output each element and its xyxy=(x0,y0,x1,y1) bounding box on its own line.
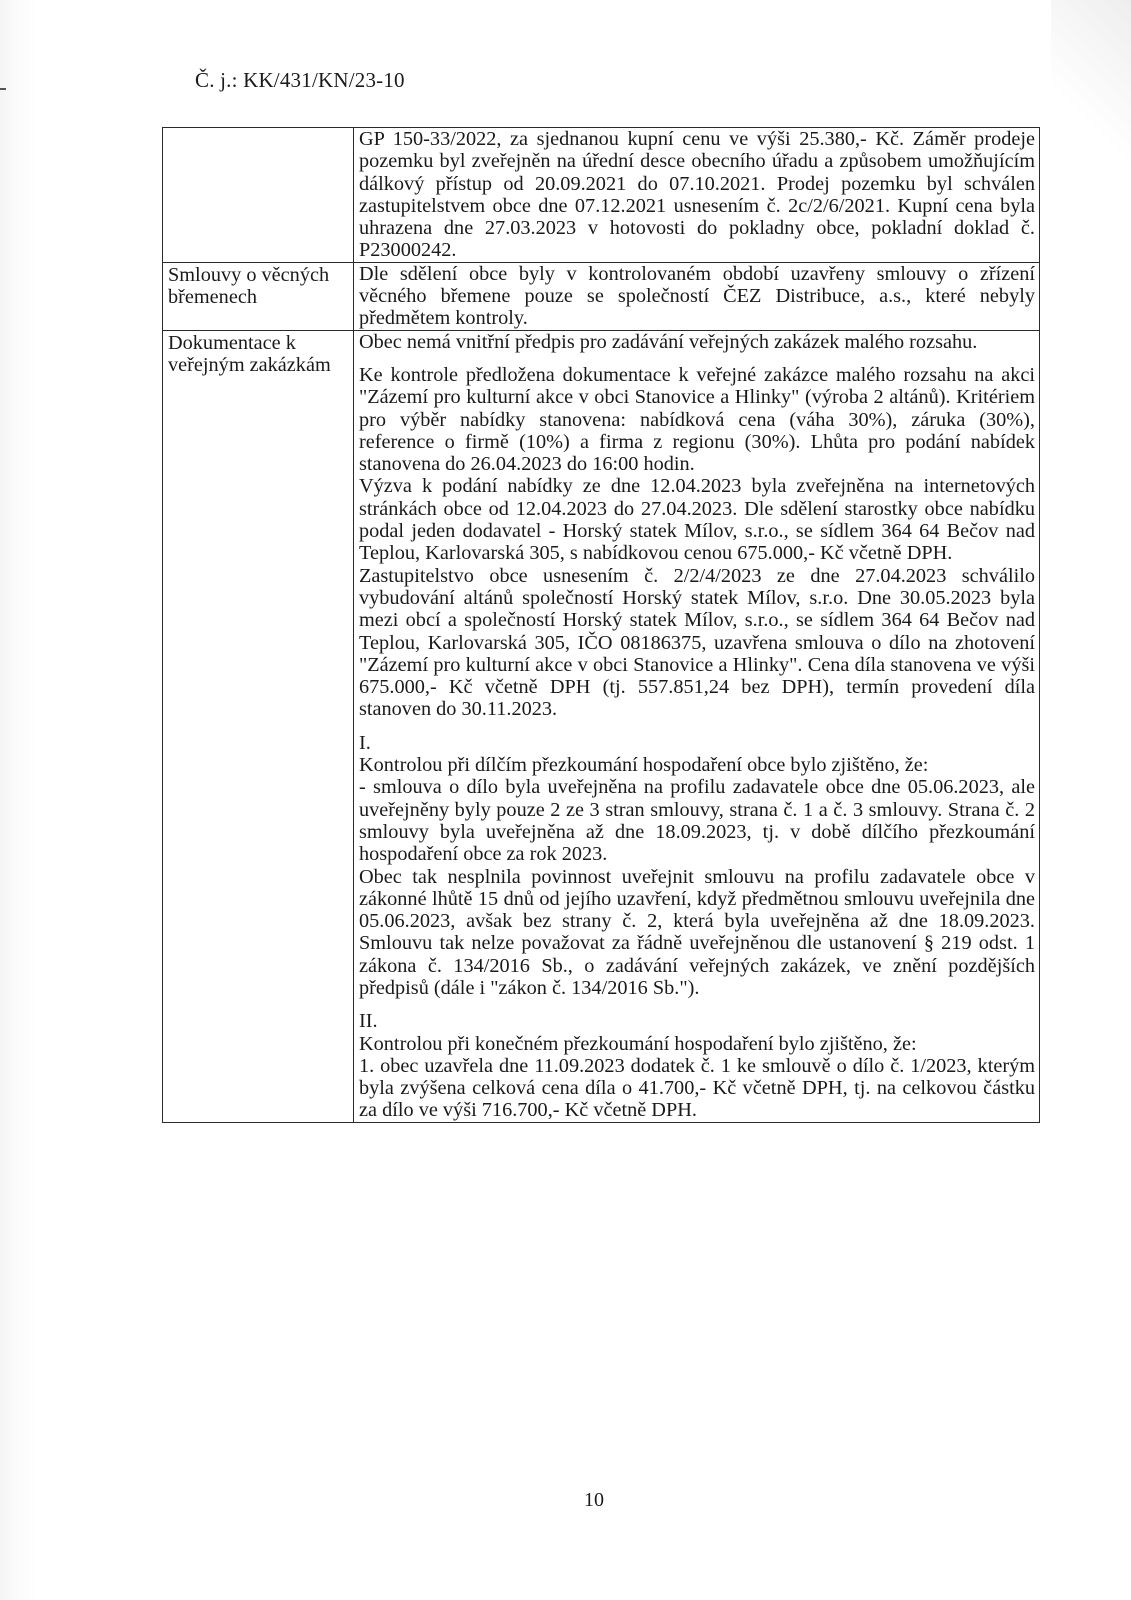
paragraph: Obec nemá vnitřní předpis pro zadávání veřejných zakázek malého rozsahu. xyxy=(359,330,978,353)
paragraph: 1. obec uzavřela dne 11.09.2023 dodatek č. 1 ke smlouvě o dílo č. 1/2023, kterým byla zvýšena celková cena díla o 41.700,- Kč včetně DPH, tj. na celkovou částku za dílo ve výši 716.700,- Kč včetně DPH. xyxy=(359,1054,1035,1122)
paragraph: Kontrolou při konečném přezkoumání hospodaření bylo zjištěno, že: xyxy=(359,1032,917,1055)
binding-mark xyxy=(0,88,6,90)
inspection-table xyxy=(162,127,1040,1123)
row-label: Smlouvy o věcných břemenech xyxy=(163,262,354,330)
paragraph: - smlouva o dílo byla uveřejněna na profilu zadavatele obce dne 05.06.2023, ale uveřejněny byly pouze 2 ze 3 stran smlouvy, strana č. 1 a č. 3 smlouvy. Strana č. 2 smlouvy byla uveřejněna až dne 18.09.2023, tj. v době dílčího přezkoumání hospodaření obce za rok 2023. xyxy=(359,776,1035,866)
paragraph: Ke kontrole předložena dokumentace k veřejné zakázce malého rozsahu na akci "Zázemí pro kulturní akce v obci Stanovice a Hlinky" (výroba 2 altánů). Kritériem pro výběr nabídky stanovena: nabídková cena (váha 30%), záruka (30%), reference o firmě (10%) a firma z regionu (30%). Lhůta pro podání nabídek stanovena do 26.04.2023 do 16:00 hodin. xyxy=(359,363,1035,476)
row-content xyxy=(354,330,1040,1122)
paragraph-spacer xyxy=(359,999,1035,1010)
page-number: 10 xyxy=(584,1489,604,1511)
paragraph: Dle sdělení obce byly v kontrolovaném období uzavřeny smlouvy o zřízení věcného břemene pouze se společností ČEZ Distribuce, a.s., které nebyly předmětem kontroly. xyxy=(359,262,1035,330)
paragraph-spacer xyxy=(359,353,1035,364)
table-row xyxy=(163,330,1040,1122)
paragraph: Obec tak nesplnila povinnost uveřejnit smlouvu na profilu zadavatele obce v zákonné lhůtě 15 dnů od jejího uzavření, když předmětnou smlouvu uveřejnila dne 05.06.2023, avšak bez strany č. 2, která byla uveřejněna až dne 18.09.2023. Smlouvu tak nelze považovat za řádně uveřejněnou dle ustanovení § 219 odst. 1 zákona č. 134/2016 Sb., o zadávání veřejných zakázek, ve znění pozdějších předpisů (dále i "zákon č. 134/2016 Sb."). xyxy=(359,865,1035,999)
paragraph: Zastupitelstvo obce usnesením č. 2/2/4/2023 ze dne 27.04.2023 schválilo vybudování altánů společností Horský statek Mílov, s.r.o. Dne 30.05.2023 byla mezi obcí a společností Horský statek Mílov, s.r.o., se sídlem 364 64 Bečov nad Teplou, Karlovarská 305, IČO 08186375, uzavřena smlouva o dílo na zhotovení "Zázemí pro kulturní akce v obci Stanovice a Hlinky". Cena díla stanovena ve výši 675.000,- Kč včetně DPH (tj. 557.851,24 bez DPH), termín provedení díla stanoven do 30.11.2023. xyxy=(359,564,1035,721)
paragraph-spacer xyxy=(359,721,1035,732)
row-label xyxy=(163,128,354,263)
reference-number: Č. j.: KK/431/KN/23-10 xyxy=(195,68,405,92)
table-row xyxy=(163,262,1040,330)
page-corner-shadow xyxy=(1051,0,1131,200)
section-heading: I. xyxy=(359,731,371,754)
table-row xyxy=(163,128,1040,263)
row-label: Dokumentace k veřejným zakázkám xyxy=(163,330,354,1122)
paragraph: Kontrolou při dílčím přezkoumání hospodaření obce bylo zjištěno, že: xyxy=(359,754,929,777)
paragraph: Výzva k podání nabídky ze dne 12.04.2023 byla zveřejněna na internetových stránkách obce od 12.04.2023 do 27.04.2023. Dle sdělení starostky obce nabídku podal jeden dodavatel - Horský statek Mílov, s.r.o., se sídlem 364 64 Bečov nad Teplou, Karlovarská 305, s nabídkovou cenou 675.000,- Kč včetně DPH. xyxy=(359,475,1035,565)
row-content xyxy=(354,262,1040,330)
section-heading: II. xyxy=(359,1010,378,1033)
row-content xyxy=(354,128,1040,263)
paragraph: GP 150-33/2022, za sjednanou kupní cenu ve výši 25.380,- Kč. Záměr prodeje pozemku byl zveřejněn na úřední desce obecního úřadu a způsobem umožňujícím dálkový přístup od 20.09.2021 do 07.10.2021. Prodej pozemku byl schválen zastupitelstvem obce dne 07.12.2021 usnesením č. 2c/2/6/2021. Kupní cena byla uhrazena dne 27.03.2023 v hotovosti do pokladny obce, pokladní doklad č. P23000242. xyxy=(359,128,1035,262)
